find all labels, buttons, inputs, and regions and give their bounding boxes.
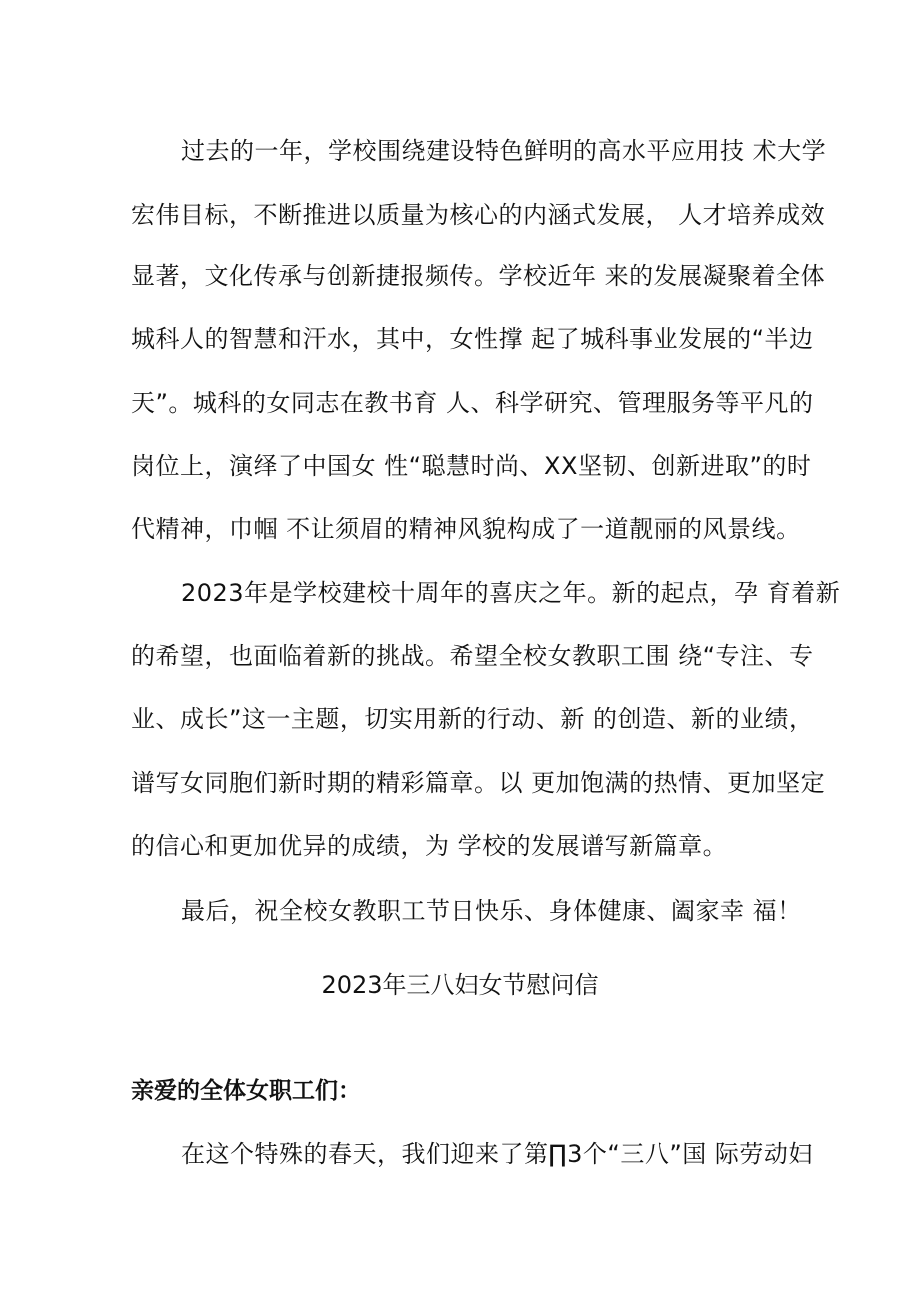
paragraph-1-line-6: 岗位上，演绎了中国女 性“聪慧时尚、XX坚韧、创新进取”的时 [131, 452, 812, 480]
paragraph-1-line-3: 显著，文化传承与创新捷报频传。学校近年 来的发展凝聚着全体 [131, 262, 826, 290]
letter-title: 2023年三八妇女节慰问信 [321, 971, 599, 999]
paragraph-1-line-7: 代精神，巾帼 不让须眉的精神风貌构成了一道靓丽的风景线。 [131, 515, 801, 543]
paragraph-1-line-1: 过去的一年，学校围绕建设特色鲜明的高水平应用技 术大学 [181, 137, 827, 165]
paragraph-2-line-2: 的希望，也面临着新的挑战。希望全校女教职工围 绕“专注、专 [131, 642, 814, 670]
paragraph-2-line-5: 的信心和更加优异的成绩，为 学校的发展谱写新篇章。 [131, 832, 728, 860]
paragraph-1-line-2: 宏伟目标，不断推进以质量为核心的内涵式发展， 人才培养成效 [131, 201, 826, 229]
salutation: 亲爱的全体女职工们： [131, 1078, 361, 1104]
paragraph-1-line-5: 天”。城科的女同志在教书育 人、科学研究、管理服务等平凡的 [131, 389, 814, 417]
paragraph-2-line-4: 谱写女同胞们新时期的精彩篇章。以 更加饱满的热情、更加坚定 [131, 769, 826, 797]
letter-2-line-1: 在这个特殊的春天，我们迎来了第∏3个“三八”国 际劳动妇 [181, 1140, 813, 1168]
paragraph-1-line-4: 城科人的智慧和汗水，其中，女性撑 起了城科事业发展的“半边 [131, 325, 814, 353]
paragraph-2-line-3: 业、成长”这一主题，切实用新的行动、新 的创造、新的业绩， [131, 705, 814, 733]
paragraph-3-line-1: 最后，祝全校女教职工节日快乐、身体健康、阖家幸 福！ [181, 897, 802, 925]
paragraph-2-line-1: 2023年是学校建校十周年的喜庆之年。新的起点，孕 育着新 [181, 579, 841, 607]
